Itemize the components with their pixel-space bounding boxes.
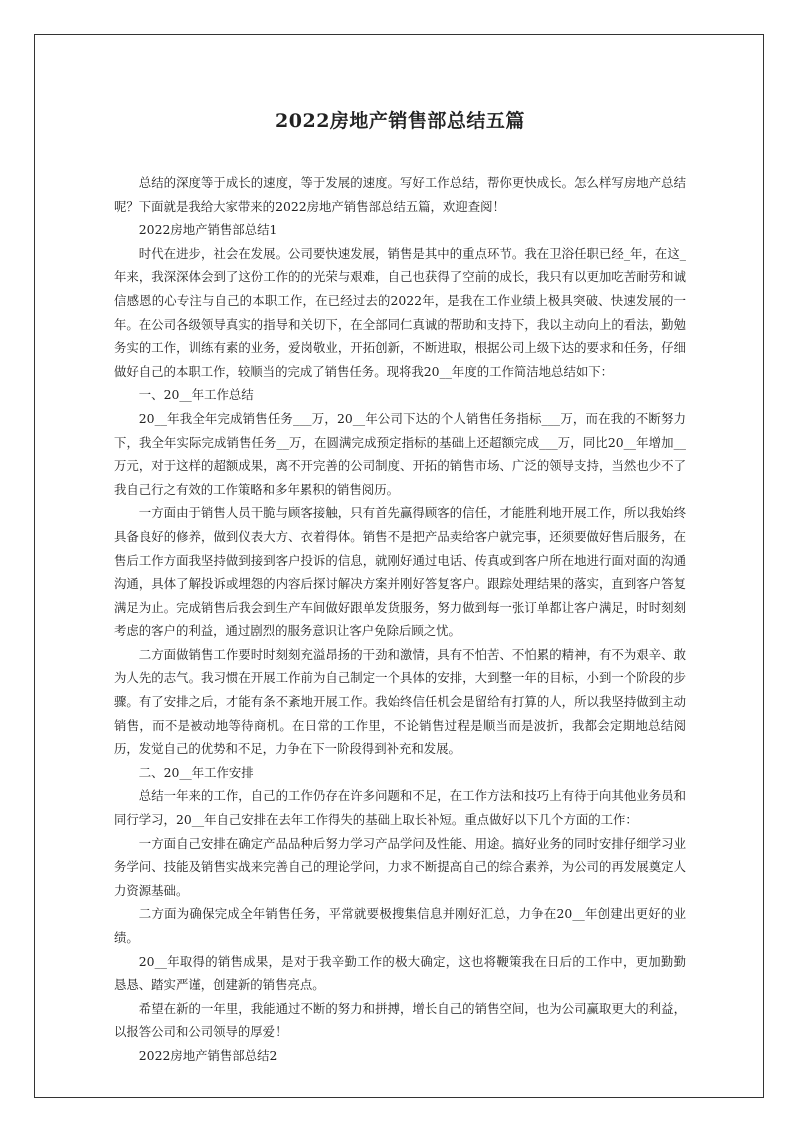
subsection-heading: 二、20__年工作安排 [138, 764, 254, 780]
body-paragraph: 希望在新的一年里，我能通过不断的努力和拼搏，增长自己的销售空间，也为公司赢取更大的利益，以报答公司和公司领导的厚爱！ [114, 1000, 686, 1040]
document-body [114, 100, 686, 1068]
section-heading: 2022房地产销售部总结1 [138, 222, 278, 238]
body-paragraph: 一方面自己安排在确定产品品种后努力学习产品学问及性能、用途。搞好业务的同时安排仔细学习业务学问、技能及销售实战来完善自己的理论学问，力求不断提高自己的综合素养，为公司的再发展奠定人力资源基础。 [114, 835, 686, 898]
intro-paragraph: 总结的深度等于成长的速度，等于发展的速度。写好工作总结，帮你更快成长。怎么样写房地产总结呢？下面就是我给大家带来的2022房地产销售部总结五篇，欢迎查阅！ [114, 175, 686, 214]
body-paragraph: 二方面做销售工作要时时刻刻充溢昂扬的干劲和激情，具有不怕苦、不怕累的精神，有不为艰辛、敢为人先的志气。我习惯在开展工作前为自己制定一个具体的安排，大到整一年的目标，小到一个阶段的步骤。有了安排之后，才能有条不紊地开展工作。我始终信任机会是留给有打算的人，所以我坚持做到主动销售，而不是被动地等待商机。在日常的工作里，不论销售过程是顺当而是波折，我都会定期地总结阅历，发觉自己的优势和不足，力争在下一阶段得到补充和发展。 [114, 646, 686, 757]
document-title: 2022房地产销售部总结五篇 [275, 110, 525, 132]
body-paragraph: 20__年取得的销售成果，是对于我辛勤工作的极大确定，这也将鞭策我在日后的工作中，更加勤勤恳恳、踏实严谨，创建新的销售亮点。 [114, 953, 686, 993]
body-paragraph: 总结一年来的工作，自己的工作仍存在许多问题和不足，在工作方法和技巧上有待于向其他业务员和同行学习，20__年自己安排在去年工作得失的基础上取长补短。重点做好以下几个方面的工作： [114, 788, 686, 828]
body-paragraph: 20__年我全年完成销售任务___万，20__年公司下达的个人销售任务指标___万，而在我的不断努力下，我全年实际完成销售任务__万，在圆满完成预定指标的基础上还超额完成___万，同比20__年增加__万元，对于这样的超额成果，离不开完善的公司制度、开拓的销售市场、广泛的领导支持，当然也少不了我自己行之有效的工作策略和多年累积的销售阅历。 [114, 410, 686, 497]
subsection-heading: 一、20__年工作总结 [138, 387, 254, 403]
section-heading: 2022房地产销售部总结2 [138, 1047, 278, 1063]
body-paragraph: 二方面为确保完成全年销售任务，平常就要极搜集信息并刚好汇总，力争在20__年创建出更好的业绩。 [114, 906, 686, 945]
body-paragraph: 时代在进步，社会在发展。公司要快速发展，销售是其中的重点环节。我在卫浴任职已经_年，在这_年来，我深深体会到了这份工作的的光荣与艰难，自己也获得了空前的成长，我只有以更加吃苦耐劳和诚信感恩的心专注与自己的本职工作，在已经过去的2022年，是我在工作业绩上极具突破、快速发展的一年。在公司各级领导真实的指导和关切下，在全部同仁真诚的帮助和支持下，我以主动向上的看法，勤勉务实的工作，训练有素的业务，爱岗敬业，开拓创新，不断进取，根据公司上级下达的要求和任务，仔细做好自己的本职工作，较顺当的完成了销售任务。现将我20__年度的工作简洁地总结如下： [114, 245, 686, 379]
body-paragraph: 一方面由于销售人员干脆与顾客接触，只有首先赢得顾客的信任，才能胜利地开展工作，所以我始终具备良好的修养，做到仪表大方、衣着得体。销售不是把产品卖给客户就完事，还须要做好售后服务，在售后工作方面我坚持做到接到客户投诉的信息，就刚好通过电话、传真或到客户所在地进行面对面的沟通沟通，具体了解投诉或埋怨的内容后探讨解决方案并刚好答复客户。跟踪处理结果的落实，直到客户答复满足为止。完成销售后我会到生产车间做好跟单发货服务，努力做到每一张订单都让客户满足，时时刻刻考虑的客户的利益，通过剧烈的服务意识让客户免除后顾之忧。 [114, 505, 686, 639]
